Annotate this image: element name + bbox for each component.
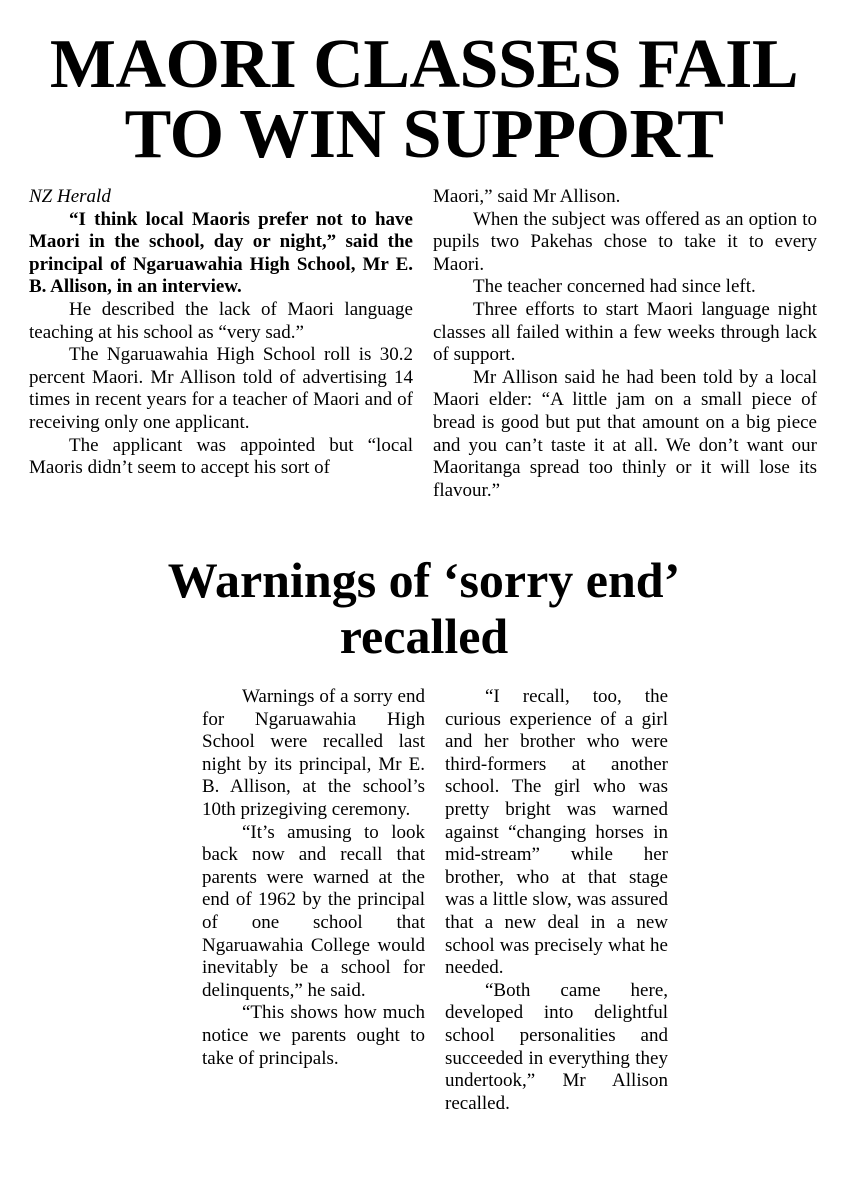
article1-column-left [29, 186, 413, 480]
article1-paragraph: Mr Allison said he had been told by a local Maori elder: “A little jam on a small piece of bread is good but put that amount on a big piece and you can’t taste it at all. We don’t want our Maoritanga spread too thinly or it will lose its flavour.” [433, 366, 817, 501]
article1-paragraph-continuation: Maori,” said Mr Allison. [433, 186, 621, 207]
article1-headline: MAORI CLASSES FAIL TO WIN SUPPORT [49, 26, 799, 173]
article2-headline: Warnings of ‘sorry end’ recalled [167, 552, 681, 664]
article1-paragraph-continued: The applicant was appointed but “local Maoris didn’t seem to accept his sort of [29, 434, 413, 479]
article1-paragraph: The teacher concerned had since left. [473, 276, 756, 298]
article1-column-right [433, 186, 817, 502]
article1-paragraph: When the subject was offered as an option to pupils two Pakehas chose to take it to every Maori. [433, 208, 817, 275]
article1-paragraph: He described the lack of Maori language teaching at his school as “very sad.” [29, 298, 413, 343]
article2-paragraph: “This shows how much notice we parents ought to take of principals. [202, 1002, 425, 1069]
article2-column-right [445, 686, 668, 1115]
article2-paragraph: “I recall, too, the curious experience of a girl and her brother who were third-formers at another school. The girl who was pretty bright was warned against “changing horses in mid-stream” while her brother, who at that stage was a little slow, was assured that a new deal in a new school was precisely what he needed. [445, 686, 668, 979]
article1-paragraph: Three efforts to start Maori language night classes all failed within a few weeks through lack of support. [433, 298, 817, 366]
article2-paragraph: “Both came here, developed into delightful school personalities and succeeded in everything they undertook,” Mr Allison recalled. [445, 979, 668, 1114]
article2-column-left [202, 686, 425, 1070]
article2-paragraph: “It’s amusing to look back now and recall that parents were warned at the end of 1962 by the principal of one school that Ngaruawahia College would inevitably be a school for delinquents,” he said. [202, 821, 425, 1001]
article1-paragraph: The Ngaruawahia High School roll is 30.2 percent Maori. Mr Allison told of advertising 14 times in recent years for a teacher of Maori and of receiving only one applicant. [29, 344, 413, 433]
article2-paragraph: Warnings of a sorry end for Ngaruawahia High School were recalled last night by its principal, Mr E. B. Allison, at the school’s 10th prizegiving ceremony. [202, 686, 425, 820]
article1-lead: “I think local Maoris prefer not to have Maori in the school, day or night,” said the principal of Ngaruawahia High School, Mr E. B. Allison, in an interview. [29, 208, 413, 298]
article1-source: NZ Herald [29, 186, 111, 207]
